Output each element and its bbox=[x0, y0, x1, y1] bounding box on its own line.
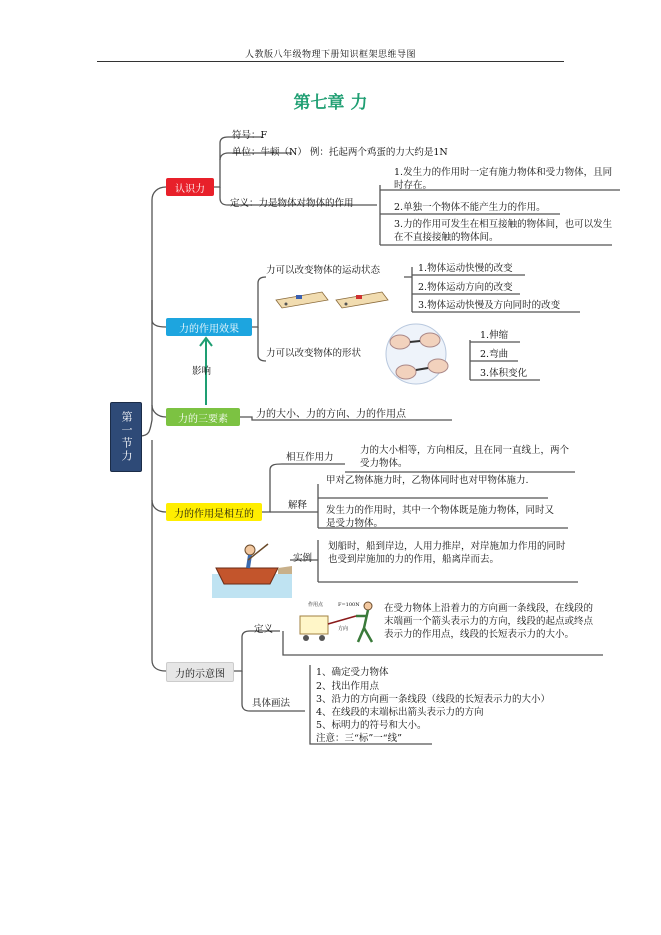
motion-label: 力可以改变物体的运动状态 bbox=[266, 265, 381, 276]
mutual-text: 力的大小相等，方向相反，且在同一直线上，两个受力物体。 bbox=[360, 445, 570, 469]
fig-label-point: 作用点 bbox=[308, 602, 324, 608]
unit-text: 单位：牛顿（N） 例：托起两个鸡蛋的力大约是1N bbox=[232, 147, 448, 158]
method-step-3: 3、沿力的方向画一条线段（线段的长短表示力的大小） bbox=[316, 694, 551, 705]
method-step-5: 5、标明力的符号和大小。 bbox=[316, 720, 427, 731]
method-step-1: 1、确定受力物体 bbox=[316, 667, 389, 678]
example-label: 实例 bbox=[293, 553, 313, 564]
symbol-text: 符号：F bbox=[232, 130, 268, 141]
method-label: 具体画法 bbox=[252, 698, 291, 709]
influence-label: 影响 bbox=[192, 366, 212, 377]
note-1: 1.发生力的作用时一定有施力物体和受力物体，且同时存在。 bbox=[394, 167, 613, 191]
definition-text: 定义：力是物体对物体的作用 bbox=[230, 198, 354, 209]
header-text: 人教版八年级物理下册知识框架思维导图 bbox=[244, 50, 416, 60]
diagram-definition-text: 在受力物体上沿着力的方向画一条线段，在线段的末端画一个箭头表示力的方向，线段的起点或终点表示力的作用点，线段的长短表示力的大小。 bbox=[384, 603, 594, 640]
motion-item-3: 3.物体运动快慢及方向同时的改变 bbox=[418, 300, 561, 311]
note-3: 3.力的作用可发生在相互接触的物体间，也可以发生在不直接接触的物体间。 bbox=[394, 219, 613, 243]
hands-illustration bbox=[378, 320, 464, 392]
shape-item-1: 1.伸缩 bbox=[480, 330, 509, 341]
method-step-4: 4、在线段的末端标出箭头表示力的方向 bbox=[316, 707, 484, 718]
fig-label-force: F=100N bbox=[338, 602, 360, 608]
root-node bbox=[110, 402, 142, 472]
diagram-definition-label: 定义 bbox=[254, 624, 274, 635]
root-label: 第一节力 bbox=[120, 411, 133, 463]
node-mutual-force: 力的作用是相互的 bbox=[166, 503, 262, 521]
mutual-label: 相互作用力 bbox=[286, 452, 334, 463]
pull-cart-illustration bbox=[294, 598, 382, 652]
example-text: 划船时，船到岸边，人用力推岸，对岸施加力作用的同时也受到岸施加的力的作用，船离岸而去。 bbox=[328, 541, 566, 565]
node-force-diagram: 力的示意图 bbox=[166, 662, 234, 682]
note-2: 2.单独一个物体不能产生力的作用。 bbox=[394, 202, 546, 213]
node-effects: 力的作用效果 bbox=[166, 318, 252, 336]
motion-item-1: 1.物体运动快慢的改变 bbox=[418, 263, 513, 274]
fig-label-direction: 方向 bbox=[338, 626, 349, 632]
method-step-2: 2、找出作用点 bbox=[316, 681, 380, 692]
three-elements-content: 力的大小、力的方向、力的作用点 bbox=[256, 409, 406, 420]
method-note: 注意：三“标”一“线” bbox=[316, 733, 402, 744]
explain-item-2: 发生力的作用时，其中一个物体既是施力物体，同时又是受力物体。 bbox=[326, 505, 555, 529]
node-recognize-force: 认识力 bbox=[166, 178, 214, 196]
explain-item-1: 甲对乙物体施力时，乙物体同时也对甲物体施力. bbox=[326, 475, 529, 486]
node-three-elements: 力的三要素 bbox=[166, 408, 240, 426]
shape-item-2: 2.弯曲 bbox=[480, 349, 509, 360]
motion-item-2: 2.物体运动方向的改变 bbox=[418, 282, 513, 293]
explain-label: 解释 bbox=[288, 500, 308, 511]
cart-illustration bbox=[272, 280, 392, 310]
page-title: 第七章 力 bbox=[293, 93, 368, 113]
shape-label: 力可以改变物体的形状 bbox=[266, 348, 362, 359]
shape-item-3: 3.体积变化 bbox=[480, 368, 528, 379]
boat-illustration bbox=[212, 538, 292, 598]
